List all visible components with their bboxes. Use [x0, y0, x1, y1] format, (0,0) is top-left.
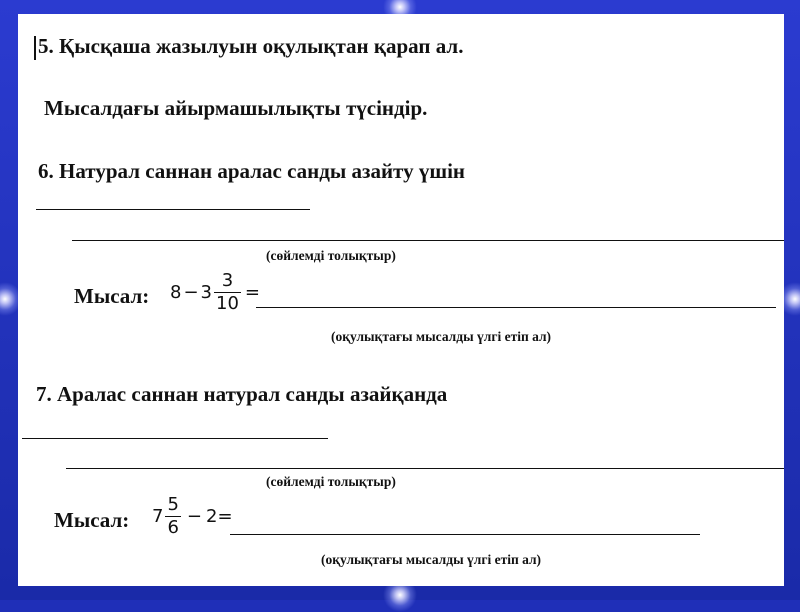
- task6-equals-sign: =: [244, 282, 260, 303]
- task6-whole-part: 3: [200, 282, 212, 303]
- task7-whole-part: 7: [152, 506, 164, 527]
- task6-answer-line-2[interactable]: [72, 240, 784, 241]
- task7-note: (сөйлемді толықтыр): [266, 474, 396, 489]
- task7-numerator: 5: [167, 494, 179, 515]
- task7-subtrahend: 2: [206, 506, 218, 527]
- text-cursor: [34, 36, 36, 60]
- task6-note: (сөйлемді толықтыр): [266, 248, 396, 263]
- task7-example-label: Мысал:: [54, 508, 130, 532]
- task6-example-note: (оқулықтағы мысалды үлгі етіп ал): [331, 329, 552, 344]
- task6-fraction: [214, 272, 241, 313]
- task6-expression: [170, 272, 260, 313]
- task7-equals-sign: =: [217, 506, 233, 527]
- task6-numerator: 3: [221, 270, 234, 291]
- task6-minus-sign: −: [183, 282, 199, 303]
- task5-title: 5. Қысқаша жазылуын оқулықтан қарап ал.: [38, 34, 464, 58]
- task7-answer-line-2[interactable]: [66, 468, 784, 469]
- task7-example-note: (оқулықтағы мысалды үлгі етіп ал): [321, 552, 542, 567]
- task7-denominator: 6: [167, 517, 179, 538]
- task6-denominator: 10: [216, 293, 239, 314]
- task7-minus-sign: −: [186, 506, 202, 527]
- task7-fraction: [165, 496, 180, 537]
- task6-answer-line-1[interactable]: [36, 209, 310, 210]
- task7-example-answer-line[interactable]: [230, 534, 700, 535]
- task6-example-label: Мысал:: [74, 284, 150, 308]
- task6-title: 6. Натурал саннан аралас санды азайту үшін: [38, 159, 466, 183]
- task7-title: 7. Аралас саннан натурал санды азайқанда: [36, 382, 448, 406]
- task7-expression: [152, 496, 233, 537]
- task6-example-answer-line[interactable]: [256, 307, 776, 308]
- task5-subtitle: Мысалдағы айырмашылықты түсіндір.: [44, 96, 428, 120]
- task6-minuend: 8: [170, 282, 182, 303]
- worksheet: [18, 14, 784, 586]
- task7-answer-line-1[interactable]: [22, 438, 328, 439]
